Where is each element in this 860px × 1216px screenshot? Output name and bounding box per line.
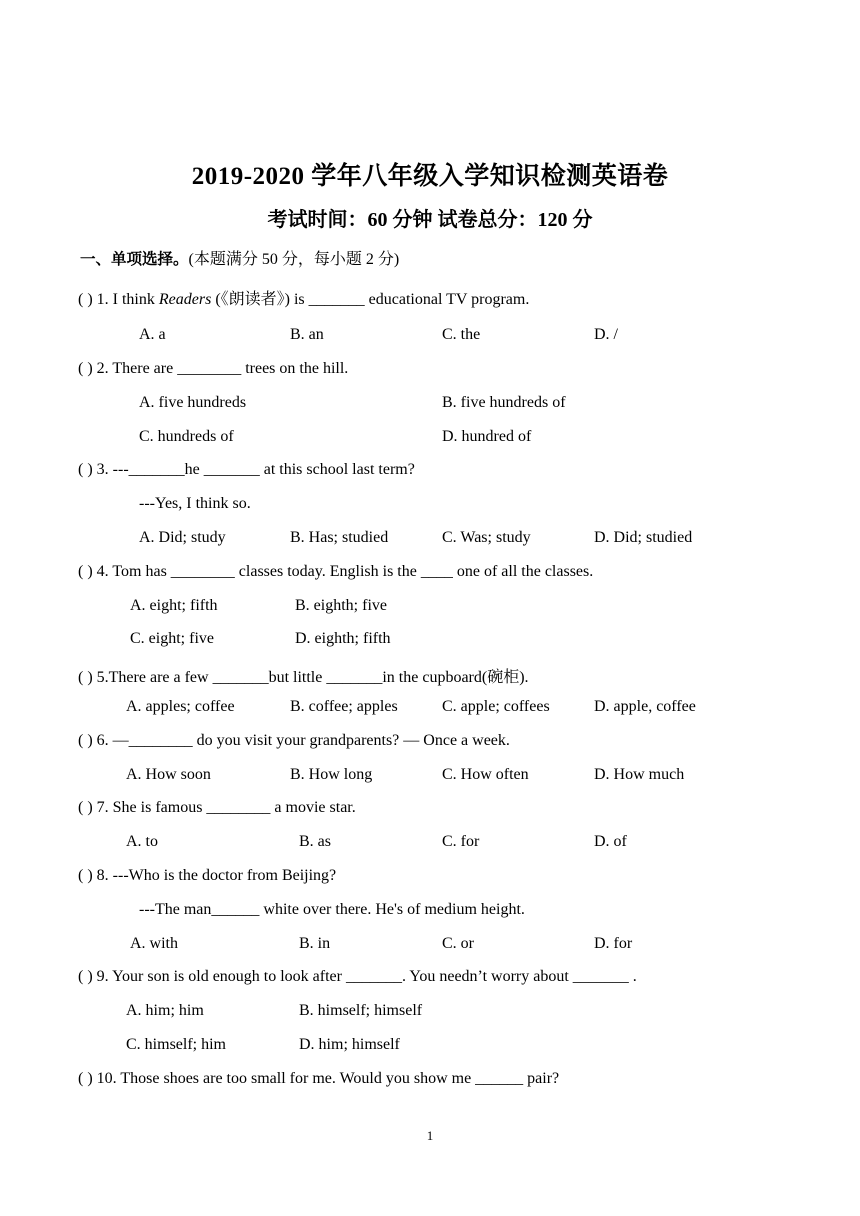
option: C. eight; five — [130, 630, 214, 647]
page-number: 1 — [426, 1128, 434, 1143]
option: D. apple, coffee — [594, 698, 696, 715]
section-heading — [80, 246, 399, 269]
option: C. apple; coffees — [442, 698, 550, 715]
option: C. Was; study — [442, 529, 531, 546]
option: D. Did; studied — [594, 529, 693, 546]
page-title: 2019-2020 学年八年级入学知识检测英语卷 — [191, 163, 669, 190]
question-4-stem: ( ) 4. Tom has ________ classes today. English is the ____ one of all the classes. — [78, 563, 594, 580]
question-2-stem: ( ) 2. There are ________ trees on the hill. — [78, 360, 349, 377]
option: A. to — [126, 833, 158, 850]
option: B. coffee; apples — [290, 698, 398, 715]
option: A. apples; coffee — [126, 698, 235, 715]
option: C. for — [442, 833, 480, 850]
option: A. him; him — [126, 1002, 204, 1019]
option: B. in — [299, 935, 331, 952]
option: A. How soon — [126, 766, 211, 783]
section-title: 一、单项选择。 — [80, 250, 189, 268]
option: B. How long — [290, 766, 373, 783]
question-5-stem: ( ) 5.There are a few _______but little _______in the cupboard(碗柜). — [78, 669, 529, 686]
option: D. / — [594, 326, 618, 343]
section-note: (本题满分 50 分，每小题 2 分) — [188, 251, 400, 268]
option: C. hundreds of — [139, 428, 234, 445]
option: A. five hundreds — [139, 394, 247, 411]
option: D. of — [594, 833, 627, 850]
option: D. for — [594, 935, 633, 952]
question-3-stem: ( ) 3. ---_______he _______ at this school last term? — [78, 461, 415, 478]
option: D. hundred of — [442, 428, 532, 445]
option: D. him; himself — [299, 1036, 400, 1053]
option: D. How much — [594, 766, 685, 783]
option: B. an — [290, 326, 324, 343]
option: B. himself; himself — [299, 1002, 423, 1019]
question-8-stem: ( ) 8. ---Who is the doctor from Beijing? — [78, 867, 337, 884]
option: A. eight; fifth — [130, 597, 218, 614]
question-6-stem: ( ) 6. —________ do you visit your grandparents? — Once a week. — [78, 732, 510, 749]
question-9-stem: ( ) 9. Your son is old enough to look after _______. You needn’t worry about _______ . — [78, 968, 637, 985]
option: D. eighth; fifth — [295, 630, 391, 647]
option: A. with — [130, 935, 178, 952]
question-3-reply: ---Yes, I think so. — [139, 495, 251, 512]
option: B. as — [299, 833, 331, 850]
option: B. Has; studied — [290, 529, 389, 546]
option: C. himself; him — [126, 1036, 226, 1053]
option: A. a — [139, 326, 166, 343]
option: C. How often — [442, 766, 529, 783]
option: B. eighth; five — [295, 597, 387, 614]
question-8-reply: ---The man______ white over there. He's of medium height. — [139, 901, 525, 918]
question-7-stem: ( ) 7. She is famous ________ a movie star. — [78, 799, 356, 816]
option: B. five hundreds of — [442, 394, 566, 411]
option: A. Did; study — [139, 529, 226, 546]
question-10-stem: ( ) 10. Those shoes are too small for me. Would you show me ______ pair? — [78, 1070, 560, 1087]
question-1-stem: ( ) 1. I think Readers (《朗读者》) is _______ educational TV program. — [78, 291, 530, 308]
exam-info: 考试时间：60 分钟 试卷总分：120 分 — [267, 209, 593, 231]
option: C. the — [442, 326, 481, 343]
option: C. or — [442, 935, 474, 952]
